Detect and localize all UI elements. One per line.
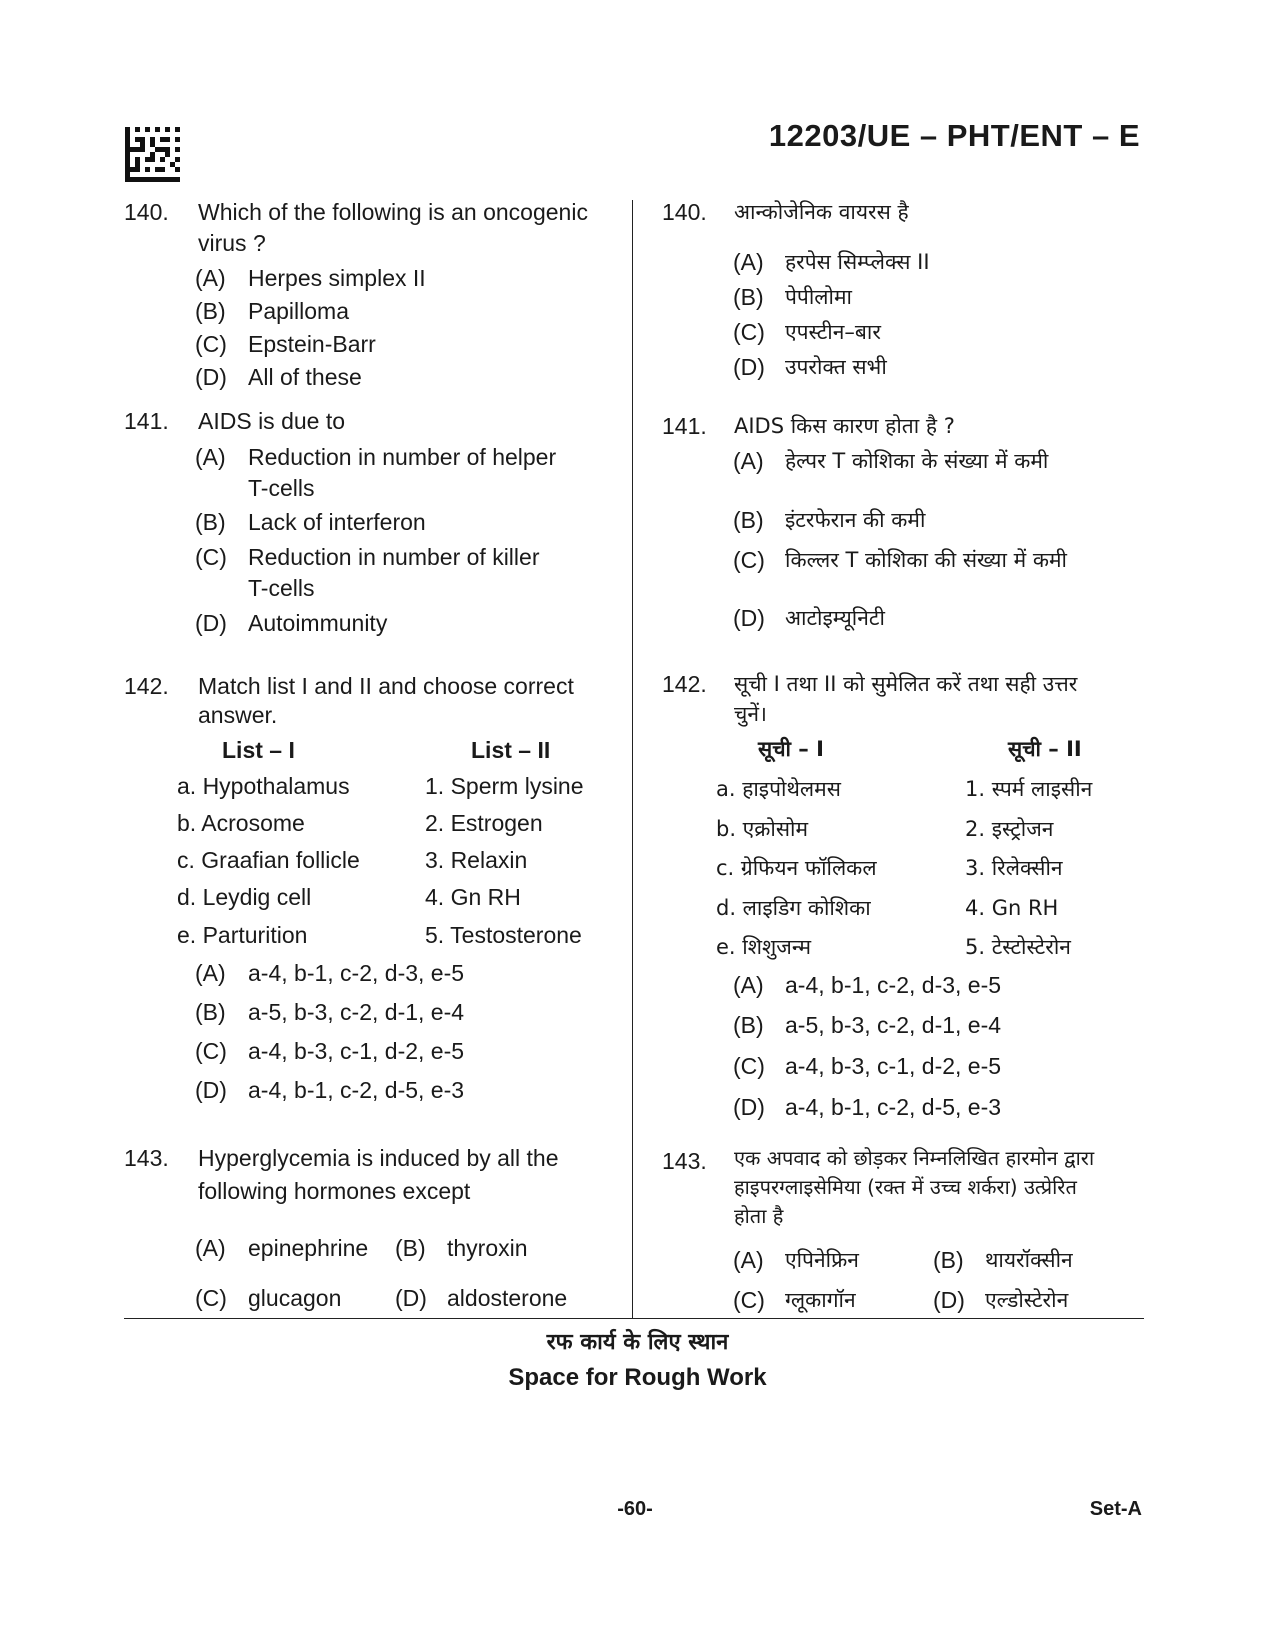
q140-hindi-option-a-label: (A) xyxy=(733,249,764,275)
q143-option-a: epinephrine xyxy=(248,1235,369,1261)
q141-option-a-line1: Reduction in number of helper xyxy=(248,444,557,470)
q142-option-c: a-4, b-3, c-1, d-2, e-5 xyxy=(248,1038,465,1064)
q142-option-b-label: (B) xyxy=(195,999,226,1025)
q143-hindi-option-d-label: (D) xyxy=(933,1287,965,1313)
q142-hindi-option-c: a-4, b-3, c-1, d-2, e-5 xyxy=(785,1053,1002,1079)
set-label: Set-A xyxy=(1089,1498,1142,1520)
q142-hindi-list2-item: 4. Gn RH xyxy=(965,896,1059,920)
q142-hindi-option-c-label: (C) xyxy=(733,1053,765,1079)
q141-hindi-option-a: हेल्पर T कोशिका के संख्या में कमी xyxy=(785,449,1049,473)
q142-list1-item: a. Hypothalamus xyxy=(177,773,350,799)
q143-option-c: glucagon xyxy=(248,1285,342,1311)
q142-hindi-list1-item: a. हाइपोथेलमस xyxy=(716,777,841,801)
q141-hindi-number: 141. xyxy=(662,413,707,439)
q143-option-d-label: (D) xyxy=(395,1285,427,1311)
q140-hindi-option-a: हरपेस सिम्प्लेक्स II xyxy=(785,250,930,274)
q142-list1-item: b. Acrosome xyxy=(177,810,305,836)
q142-list2-item: 3. Relaxin xyxy=(425,847,528,873)
q143-option-b: thyroxin xyxy=(447,1235,528,1261)
q142-option-d: a-4, b-1, c-2, d-5, e-3 xyxy=(248,1077,465,1103)
q141-option-c-line1: Reduction in number of killer xyxy=(248,544,540,570)
q140-hindi-option-b: पेपीलोमा xyxy=(785,285,852,309)
q142-hindi-option-a: a-4, b-1, c-2, d-3, e-5 xyxy=(785,972,1002,998)
q142-hindi-list2-item: 2. इस्ट्रोजन xyxy=(965,817,1054,841)
q140-hindi-number: 140. xyxy=(662,199,707,225)
q143-hindi-text-line1: एक अपवाद को छोड़कर निम्नलिखित हारमोन द्वारा xyxy=(734,1146,1095,1170)
q142-text-line1: Match list I and II and choose correct xyxy=(198,673,574,699)
q142-hindi-number: 142. xyxy=(662,671,707,697)
q142-hindi-option-d-label: (D) xyxy=(733,1094,765,1120)
q141-hindi-option-a-label: (A) xyxy=(733,448,764,474)
q141-hindi-option-b-label: (B) xyxy=(733,507,764,533)
q142-list1-item: c. Graafian follicle xyxy=(177,847,360,873)
q141-option-b-label: (B) xyxy=(195,509,226,535)
q140-hindi-option-c: एपस्टीन–बार xyxy=(785,320,881,344)
q142-hindi-list1-item: b. एक्रोसोम xyxy=(716,817,809,841)
q140-hindi-text: आन्कोजेनिक वायरस है xyxy=(734,200,909,224)
q142-list2-item: 1. Sperm lysine xyxy=(425,773,584,799)
q141-option-d: Autoimmunity xyxy=(248,610,388,636)
qr-code xyxy=(125,127,180,182)
q141-hindi-option-c: किल्लर T कोशिका की संख्या में कमी xyxy=(785,548,1067,572)
q140-number: 140. xyxy=(124,199,169,225)
q143-hindi-option-c-label: (C) xyxy=(733,1287,765,1313)
q142-hindi-list1-item: d. लाइडिग कोशिका xyxy=(716,896,871,920)
q142-hindi-list2-item: 5. टेस्टोस्टेरोन xyxy=(965,935,1071,959)
q143-option-a-label: (A) xyxy=(195,1235,226,1261)
q140-option-c-label: (C) xyxy=(195,331,227,357)
bottom-rule xyxy=(124,1318,1144,1319)
q141-number: 141. xyxy=(124,408,169,434)
column-divider xyxy=(632,200,633,1318)
q141-option-a-label: (A) xyxy=(195,444,226,470)
q142-option-a: a-4, b-1, c-2, d-3, e-5 xyxy=(248,960,465,986)
q142-hindi-list1-item: c. ग्रेफियन फॉलिकल xyxy=(716,856,877,880)
rough-work-label: Space for Rough Work xyxy=(508,1364,767,1391)
q143-text-line2: following hormones except xyxy=(198,1178,471,1204)
q143-hindi-option-a: एपिनेफ्रिन xyxy=(785,1248,859,1272)
q141-option-c-line2: T-cells xyxy=(248,575,315,601)
q142-list1-item: e. Parturition xyxy=(177,922,308,948)
q141-option-c-label: (C) xyxy=(195,544,227,570)
q143-hindi-text-line3: होता है xyxy=(734,1204,784,1228)
q143-hindi-option-b: थायरॉक्सीन xyxy=(985,1248,1073,1272)
q140-option-a-label: (A) xyxy=(195,265,226,291)
q142-hindi-text-line1: सूची I तथा II को सुमेलित करें तथा सही उत्तर xyxy=(734,672,1078,696)
q142-list1-header: List – I xyxy=(222,737,295,763)
q141-option-b: Lack of interferon xyxy=(248,509,426,535)
q143-hindi-number: 143. xyxy=(662,1148,707,1174)
q142-hindi-list2-item: 1. स्पर्म लाइसीन xyxy=(965,777,1093,801)
q140-hindi-option-d-label: (D) xyxy=(733,354,765,380)
q141-hindi-text: AIDS किस कारण होता है ? xyxy=(734,414,955,438)
page-number: -60- xyxy=(617,1498,653,1520)
q142-hindi-list1-header: सूची – I xyxy=(758,737,824,761)
q141-hindi-option-b: इंटरफेरान की कमी xyxy=(785,508,926,532)
q142-hindi-list2-item: 3. रिलेक्सीन xyxy=(965,856,1063,880)
rough-work-label-hindi: रफ कार्य के लिए स्थान xyxy=(546,1330,729,1355)
q142-hindi-option-a-label: (A) xyxy=(733,972,764,998)
q142-list1-item: d. Leydig cell xyxy=(177,884,312,910)
q143-hindi-option-a-label: (A) xyxy=(733,1247,764,1273)
q140-option-d-label: (D) xyxy=(195,364,227,390)
q140-option-a: Herpes simplex II xyxy=(248,265,426,291)
q143-text-line1: Hyperglycemia is induced by all the xyxy=(198,1145,559,1171)
q142-option-b: a-5, b-3, c-2, d-1, e-4 xyxy=(248,999,465,1025)
q142-hindi-option-b-label: (B) xyxy=(733,1012,764,1038)
q140-hindi-option-c-label: (C) xyxy=(733,319,765,345)
q140-option-d: All of these xyxy=(248,364,362,390)
q142-list2-item: 5. Testosterone xyxy=(425,922,582,948)
q142-number: 142. xyxy=(124,673,169,699)
q142-option-d-label: (D) xyxy=(195,1077,227,1103)
q140-text-line1: Which of the following is an oncogenic xyxy=(198,199,588,225)
q143-hindi-option-b-label: (B) xyxy=(933,1247,964,1273)
q142-text-line2: answer. xyxy=(198,702,278,728)
q142-hindi-option-d: a-4, b-1, c-2, d-5, e-3 xyxy=(785,1094,1002,1120)
q142-option-c-label: (C) xyxy=(195,1038,227,1064)
q142-hindi-text-line2: चुनें। xyxy=(734,702,767,726)
q140-text-line2: virus ? xyxy=(198,230,266,256)
q142-hindi-list2-header: सूची – II xyxy=(1008,737,1082,761)
q142-list2-item: 4. Gn RH xyxy=(425,884,521,910)
q140-option-b-label: (B) xyxy=(195,298,226,324)
q143-hindi-option-c: ग्लूकागॉन xyxy=(785,1288,856,1312)
q141-hindi-option-c-label: (C) xyxy=(733,547,765,573)
q140-option-c: Epstein-Barr xyxy=(248,331,376,357)
q143-number: 143. xyxy=(124,1145,169,1171)
q141-text: AIDS is due to xyxy=(198,408,346,434)
q142-hindi-option-b: a-5, b-3, c-2, d-1, e-4 xyxy=(785,1012,1002,1038)
q141-option-d-label: (D) xyxy=(195,610,227,636)
q140-hindi-option-d: उपरोक्त सभी xyxy=(785,355,887,379)
q143-hindi-text-line2: हाइपरग्लाइसेमिया (रक्त में उच्च शर्करा) उत्प्रेरित xyxy=(734,1175,1077,1199)
q141-option-a-line2: T-cells xyxy=(248,475,315,501)
q143-option-c-label: (C) xyxy=(195,1285,227,1311)
q142-list2-header: List – II xyxy=(471,737,551,763)
q143-hindi-option-d: एल्डोस्टेरोन xyxy=(985,1288,1069,1312)
q140-option-b: Papilloma xyxy=(248,298,349,324)
q143-option-b-label: (B) xyxy=(395,1235,426,1261)
q142-list2-item: 2. Estrogen xyxy=(425,810,543,836)
paper-code: 12203/UE – PHT/ENT – E xyxy=(768,118,1140,153)
q141-hindi-option-d: आटोइम्यूनिटी xyxy=(785,606,885,630)
q141-hindi-option-d-label: (D) xyxy=(733,605,765,631)
q142-hindi-list1-item: e. शिशुजन्म xyxy=(716,935,812,959)
q143-option-d: aldosterone xyxy=(447,1285,568,1311)
q142-option-a-label: (A) xyxy=(195,960,226,986)
q140-hindi-option-b-label: (B) xyxy=(733,284,764,310)
